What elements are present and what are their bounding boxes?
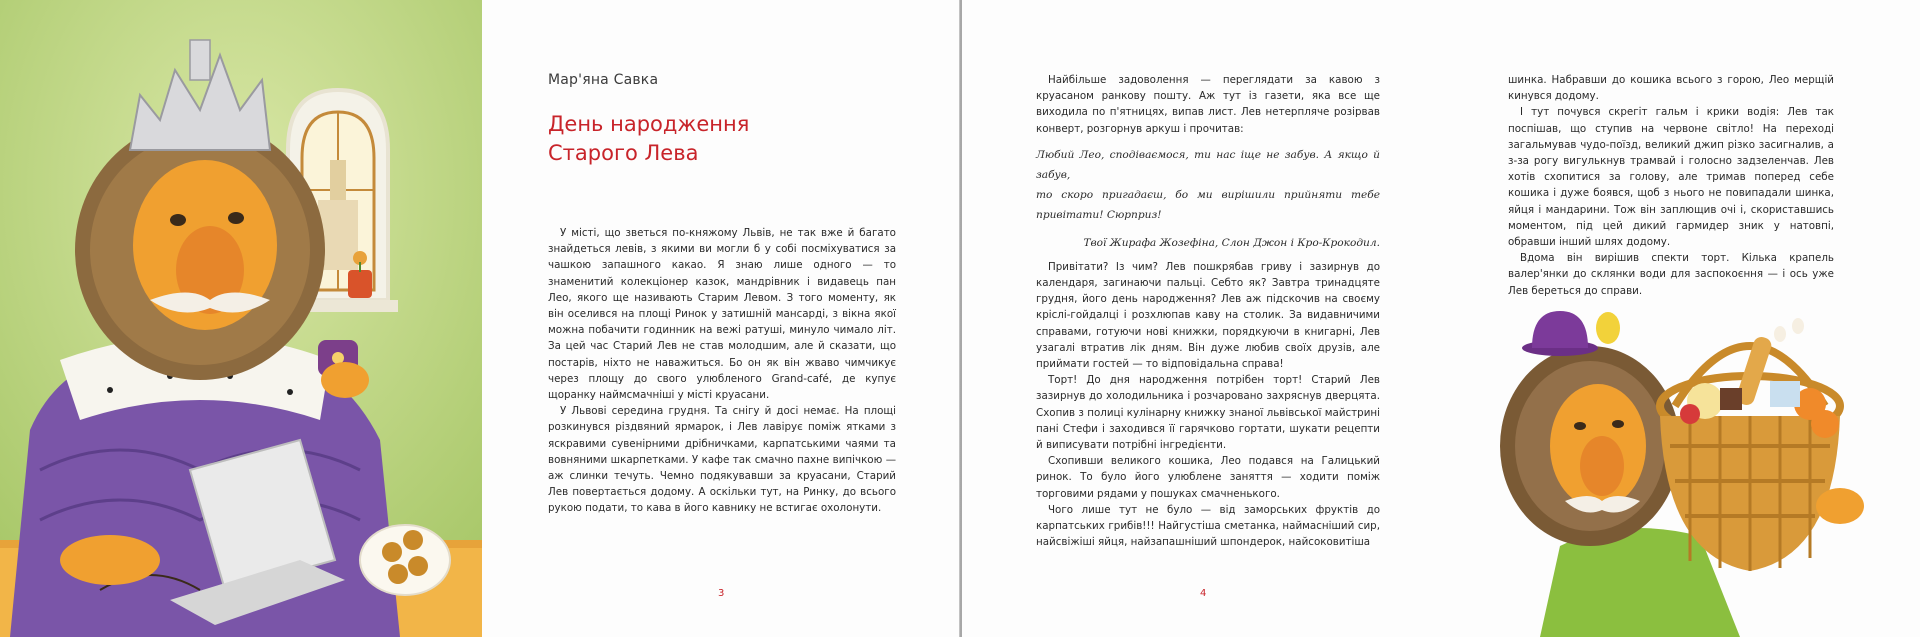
story-title-line-2: Старого Лева <box>548 141 699 165</box>
page-3-text <box>548 225 896 517</box>
handwritten-letter <box>1036 145 1380 253</box>
page-4-text <box>1036 72 1380 550</box>
paragraph: У Львові середина грудня. Та снігу й досі немає. На площі розкинувся різдвяний ярмарок, і Лев лавірує поміж ятками з яскравими сувенірними дрібничками, карпатськими чаями та вовняними шкарпетками. У кафе так смачно пахне випічкою — аж слинки течуть. Чемно подякувавши за круасани, Старий Лев повертається додому. А оскільки тут, на Ринку, до всього рукою подати, то кава в його кавнику не встигає охолонути. <box>548 405 896 515</box>
lion-basket-illustration <box>1480 296 1866 637</box>
story-title <box>548 110 808 168</box>
paragraph: І тут почувся скрегіт гальм і крики водія: Лев так поспішав, що ступив на червоне світло! На переході загальмував чудо-поїзд, великий джип різко засигналив, а з-за рогу вигулькнув трамвай і голосно задзеленчав. Лев хотів схопитися за голову, але тримав поперед себе кошика і дуже боявся, щоб з нього не повипадали шинка, яйця і мандарини. Тож він заплющив очі і, скориставшись моментом, під цей дикий гармидер зник у натовпі, обравши інший шлях додому. <box>1508 106 1834 249</box>
paragraph: У місті, що зветься по-княжому Львів, не так вже й багато знайдеться левів, з якими ви могли б у собі посміхуватися за чашкою запашного какао. Я знаю лише одного — то знаменитий колекціонер казок, мандрівник і видавець пан Лео, якого ще називають Старим Левом. З того моменту, як він оселився на площі Ринок у затишній мансарді, з вікна якої можна побачити годинник на вежі ратуші, минуло чимало літ. За цей час Старий Лев не став молодшим, але й сказати, що постарів, ніхто не наважиться. Бо он як він жваво чимчикує через площу до свого улюбленого Grand-café, де купує щоранку наймсмачніші у місті круасани. <box>548 227 896 402</box>
paragraph: Торт! До дня народження потрібен торт! Старий Лев зазирнув до холодильника і розчаровано захряснув дверцята. Схопив з полиці кулінарну книжку знаної львівської майстрині пані Стефи і заходився її гарячково гортати, шукати рецепти й виписувати потрібні інгредієнти. <box>1036 374 1380 452</box>
author-name: Мар'яна Савка <box>548 72 659 88</box>
paragraph: шинка. Набравши до кошика всього з горою, Лео мерщій кинувся додому. <box>1508 74 1834 103</box>
paragraph: Найбільше задоволення — переглядати за кавою з круасаном ранкову пошту. Аж тут із газети, яка все ще виходила по п'ятницях, випав лист. Лев нетерпляче розірвав конверт, розгорнув аркуш і прочитав: <box>1036 74 1380 135</box>
paragraph: Привітати? Із чим? Лев пошкрябав гриву і зазирнув до календаря, загинаючи пальці. Себто як? Завтра тринадцяте грудня, його день народження? Лев аж підскочив на своєму кріслі-гойдалці і розхлюпав каву на столик. За видавничими справами, готуючи нові книжки, порядкуючи в книгарні, Лев узагалі втратив лік дням. Він дуже любив своїх друзів, але приймати гостей — то відповідальна справа! <box>1036 260 1380 371</box>
page-5-text <box>1508 72 1834 299</box>
paragraph: Чого лише тут не було — від заморських фруктів до карпатських грибів!!! Найгустіша сметанка, наймасніший сир, найсвіжіші яйця, найзапашніший шпондерок, найсоковитіша <box>1036 503 1380 549</box>
page-number-4: 4 <box>1200 588 1207 599</box>
letter-line-1: Любий Лео, сподіваємося, ти нас іще не забув. А якщо й забув, <box>1036 148 1380 181</box>
paragraph: Вдома він вирішив спекти торт. Кілька крапель валер'янки до склянки води для заспокоєння — і ось уже Лев береться до справи. <box>1508 252 1834 297</box>
letter-signature: Твої Жирафа Жозефіна, Слон Джон і Кро-Крокодил. <box>1083 236 1380 249</box>
lion-king-illustration <box>0 0 482 637</box>
letter-line-2: то скоро пригадаєш, бо ми вирішили прийняти тебе привітати! Сюрприз! <box>1036 188 1380 221</box>
story-title-line-1: День народження <box>548 112 750 136</box>
page-number-3: 3 <box>718 588 725 599</box>
paragraph: Схопивши великого кошика, Лео подався на Галицький ринок. То було його улюблене заняття — ходити поміж торговими рядами у пошуках смачненького. <box>1036 455 1380 500</box>
